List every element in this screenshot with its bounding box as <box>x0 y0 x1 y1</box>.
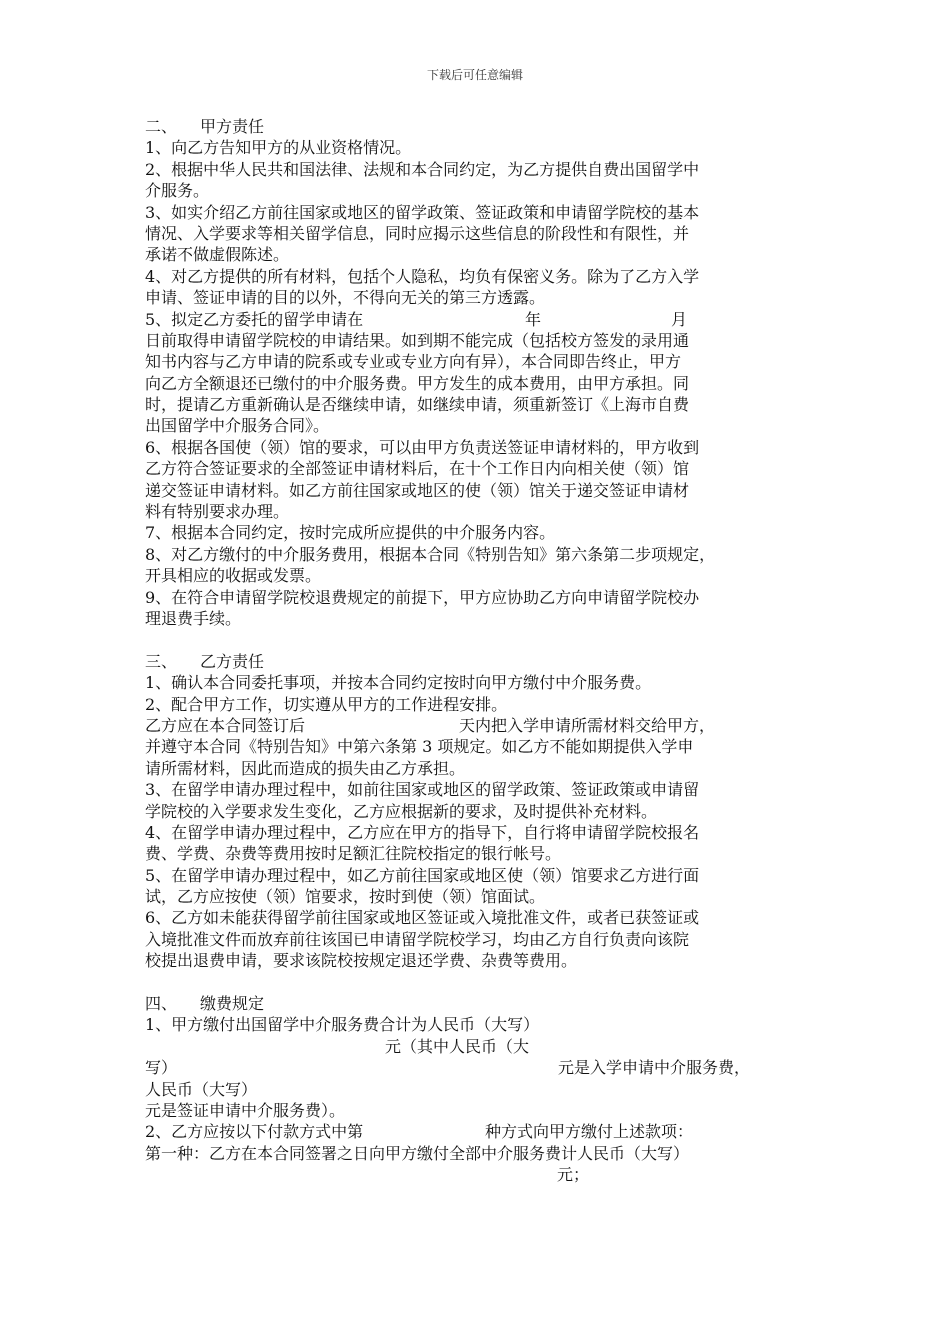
section-title: 甲方责任 <box>200 117 265 136</box>
paragraph-line: 向乙方全额退还已缴付的中介服务费。甲方发生的成本费用，由甲方承担。同 <box>145 373 690 393</box>
paragraph-line: 3、如实介绍乙方前往国家或地区的留学政策、签证政策和申请留学院校的基本 <box>145 202 700 222</box>
section-heading-party-b <box>145 651 815 672</box>
paragraph-line: 出国留学中介服务合同》。 <box>145 416 330 436</box>
section-heading-party-a <box>145 116 815 137</box>
paragraph-line: 开具相应的收据或发票。 <box>145 566 322 586</box>
fee-line-8 <box>145 1164 815 1185</box>
paragraph-line: 请所需材料，因此而造成的损失由乙方承担。 <box>145 758 466 778</box>
fee-line-8-text: 元； <box>557 1165 590 1185</box>
fee-line-6 <box>145 1121 815 1142</box>
section-number: 四、 <box>145 994 178 1014</box>
page-header-watermark: 下载后可任意编辑 <box>426 68 523 82</box>
section-number: 三、 <box>145 651 178 671</box>
paragraph-line: 时，提请乙方重新确认是否继续申请，如继续申请，须重新签订《上海市自费 <box>145 395 690 415</box>
paragraph-line: 理退费手续。 <box>145 608 242 628</box>
fee-line-2-text: 元（其中人民币（大 <box>385 1036 530 1056</box>
paragraph-line: 2、根据中华人民共和国法律、法规和本合同约定，为乙方提供自费出国留学中 <box>145 159 700 179</box>
paragraph-line: 入境批准文件而放弃前往该国已申请留学院校学习，均由乙方自行负责向该院 <box>145 929 690 949</box>
item5-date-line <box>145 309 815 330</box>
paragraph-line: 日前取得申请留学院校的申请结果。如到期不能完成（包括校方签发的录用通 <box>145 330 690 350</box>
paragraph-line: 乙方符合签证要求的全部签证申请材料后，在十个工作日内向相关使（领）馆 <box>145 459 690 479</box>
item5-text: 5、拟定乙方委托的留学申请在 <box>145 309 364 329</box>
paragraph-line: 4、在留学申请办理过程中，乙方应在甲方的指导下，自行将申请留学院校报名 <box>145 822 700 842</box>
paragraph-line: 6、乙方如未能获得留学前往国家或地区签证或入境批准文件，或者已获签证或 <box>145 908 700 928</box>
paragraph-line: 6、根据各国使（领）馆的要求，可以由甲方负责送签证申请材料的，甲方收到 <box>145 437 700 457</box>
section-title: 缴费规定 <box>200 994 265 1014</box>
paragraph-line: 料有特别要求办理。 <box>145 502 290 522</box>
paragraph-line: 递交签证申请材料。如乙方前往国家或地区的使（领）馆关于递交签证申请材 <box>145 480 690 500</box>
paragraph-line: 申请、签证申请的目的以外，不得向无关的第三方透露。 <box>145 288 546 308</box>
fee-line-4: 人民币（大写） <box>145 1079 258 1099</box>
paragraph-line: 8、对乙方缴付的中介服务费用，根据本合同《特别告知》第六条第二步项规定， <box>145 544 716 564</box>
item5-year-label: 年 <box>525 309 542 329</box>
spacer <box>145 972 815 993</box>
spacer <box>145 629 815 650</box>
paragraph-line: 知书内容与乙方申请的院系或专业或专业方向有异），本合同即告终止，甲方 <box>145 352 682 372</box>
paragraph-line: 1、向乙方告知甲方的从业资格情况。 <box>145 138 412 158</box>
paragraph-line: 校提出退费申请，要求该院校按规定退还学费、杂费等费用。 <box>145 951 578 971</box>
paragraph-line: 并遵守本合同《特别告知》中第六条第 3 项规定。如乙方不能如期提供入学申 <box>145 737 694 757</box>
paragraph-line: 3、在留学申请办理过程中，如前往国家或地区的留学政策、签证政策或申请留 <box>145 780 700 800</box>
fee-line-1: 1、甲方缴付出国留学中介服务费合计为人民币（大写） <box>145 1015 540 1035</box>
paragraph-line: 9、在符合申请留学院校退费规定的前提下，甲方应协助乙方向申请留学院校办 <box>145 587 700 607</box>
fee-line-6-text-b: 种方式向甲方缴付上述款项： <box>485 1122 694 1142</box>
fee-line-3-text-a: 写） <box>145 1058 178 1078</box>
paragraph-line: 1、确认本合同委托事项，并按本合同约定按时向甲方缴付中介服务费。 <box>145 673 652 693</box>
item5-month-label: 月 <box>671 309 688 329</box>
paragraph-line: 学院校的入学要求发生变化，乙方应根据新的要求，及时提供补充材料。 <box>145 801 658 821</box>
paragraph-line: 7、根据本合同约定，按时完成所应提供的中介服务内容。 <box>145 523 556 543</box>
section-heading-fees <box>145 993 815 1014</box>
fee-line-2 <box>145 1036 815 1057</box>
paragraph-line: 介服务。 <box>145 181 210 201</box>
days-text-a: 乙方应在本合同签订后 <box>145 715 306 735</box>
days-text-b: 天内把入学申请所需材料交给甲方， <box>459 715 716 735</box>
paragraph-line: 4、对乙方提供的所有材料，包括个人隐私，均负有保密义务。除为了乙方入学 <box>145 266 700 286</box>
paragraph-line: 费、学费、杂费等费用按时足额汇往院校指定的银行帐号。 <box>145 844 562 864</box>
document-body <box>145 116 815 1186</box>
paragraph-line: 试，乙方应按使（领）馆要求，按时到使（领）馆面试。 <box>145 887 546 907</box>
fee-line-5: 元是签证申请中介服务费）。 <box>145 1100 346 1120</box>
section-number: 二、 <box>145 117 178 136</box>
fee-line-7: 第一种：乙方在本合同签署之日向甲方缴付全部中介服务费计人民币（大写） <box>145 1143 690 1163</box>
days-line <box>145 715 815 736</box>
paragraph-line: 情况、入学要求等相关留学信息，同时应揭示这些信息的阶段性和有限性，并 <box>145 223 690 243</box>
paragraph-line: 2、配合甲方工作，切实遵从甲方的工作进程安排。 <box>145 694 508 714</box>
fee-line-3-text-b: 元是入学申请中介服务费， <box>558 1058 751 1078</box>
fee-line-3 <box>145 1057 815 1078</box>
paragraph-line: 承诺不做虚假陈述。 <box>145 245 290 265</box>
fee-line-6-text-a: 2、乙方应按以下付款方式中第 <box>145 1122 364 1142</box>
section-title: 乙方责任 <box>200 651 265 671</box>
paragraph-line: 5、在留学申请办理过程中，如乙方前往国家或地区使（领）馆要求乙方进行面 <box>145 865 700 885</box>
